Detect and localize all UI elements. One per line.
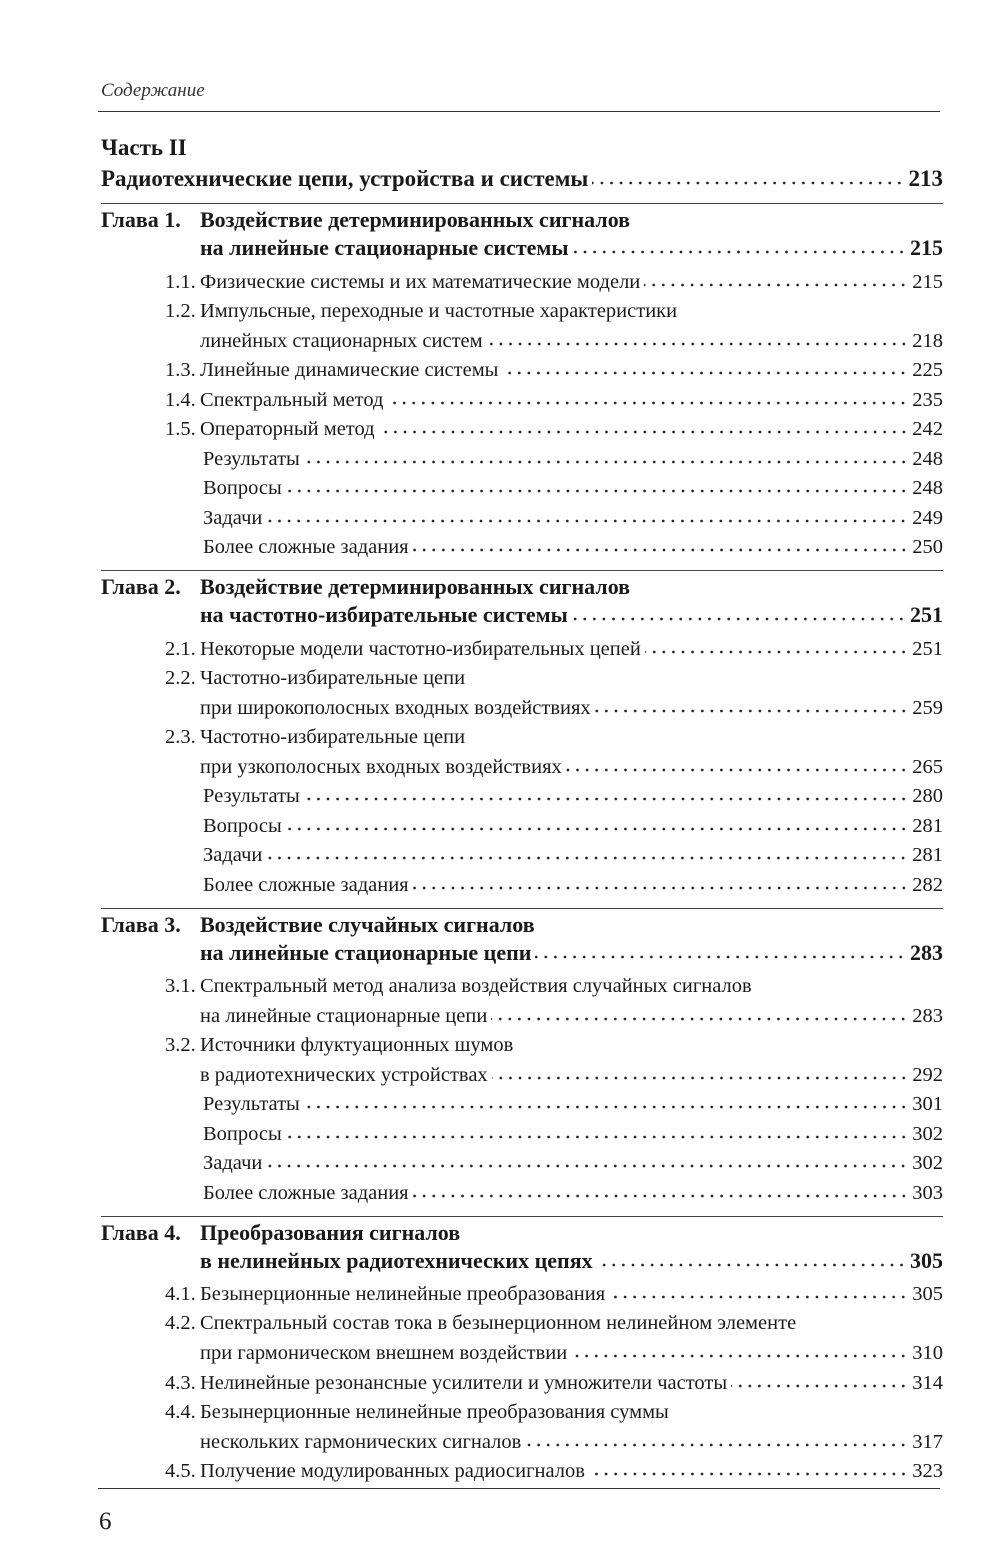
dot-leader — [487, 326, 909, 347]
section-title: Результаты — [203, 1093, 300, 1115]
part-title-entry[interactable] — [101, 163, 943, 195]
page-number: 6 — [99, 1508, 112, 1535]
section-number: 4.2. — [165, 1312, 196, 1334]
section-title: Более сложные задания — [203, 536, 409, 558]
chapter-title-line — [101, 911, 943, 938]
page-ref: 317 — [912, 1430, 943, 1453]
section-number: 1.4. — [165, 388, 196, 411]
section-line — [101, 533, 943, 563]
section-title: Спектральный метод — [200, 388, 384, 411]
dot-leader — [413, 870, 909, 891]
dot-leader — [609, 1280, 908, 1301]
chapter-appendix-entry[interactable] — [101, 1178, 943, 1208]
page-ref: 303 — [912, 1181, 943, 1204]
section-title: линейных стационарных систем — [200, 329, 483, 352]
page-ref: 251 — [910, 602, 943, 627]
section-line — [101, 1001, 943, 1031]
section-title: Вопросы — [203, 814, 282, 837]
chapter-title-line — [101, 938, 943, 965]
section-line — [101, 1309, 943, 1339]
section-entry[interactable] — [101, 1031, 943, 1090]
chapter-appendix-entry[interactable] — [101, 1149, 943, 1179]
section-line — [101, 1149, 943, 1179]
section-title: Результаты — [203, 785, 300, 807]
section-line — [101, 870, 943, 900]
section-entry[interactable] — [101, 356, 943, 386]
section-title: Вопросы — [203, 477, 282, 499]
chapter-appendix-entry[interactable] — [101, 503, 943, 533]
section-number-cell — [101, 1339, 200, 1369]
page-ref: 265 — [912, 755, 943, 778]
chapter-title: Преобразования сигналов — [200, 1219, 461, 1245]
dot-leader — [731, 1368, 908, 1389]
chapter-number: Глава 1. — [101, 207, 181, 232]
section-line — [101, 782, 943, 812]
section-title: Операторный метод — [200, 418, 375, 440]
page-ref: 305 — [912, 1283, 943, 1305]
section-line — [101, 1280, 943, 1310]
section-title: Спектральный состав тока в безынерционном нелинейном элементе — [200, 1312, 797, 1334]
page-ref: 314 — [912, 1371, 943, 1394]
section-number: 1.1. — [165, 270, 196, 293]
dot-leader — [595, 693, 909, 714]
section-number: 2.2. — [165, 666, 196, 689]
section-number: 2.1. — [165, 637, 196, 660]
section-line — [101, 385, 943, 415]
section-title: при узкополосных входных воздействиях — [200, 755, 562, 778]
dot-leader — [566, 752, 908, 773]
section-number: 2.3. — [165, 725, 196, 748]
section-title: Результаты — [203, 447, 300, 470]
page-ref: 305 — [910, 1247, 943, 1273]
section-entry[interactable] — [101, 634, 943, 664]
chapter-appendix-entry[interactable] — [101, 782, 943, 812]
chapter-title: на линейные стационарные системы — [200, 235, 569, 260]
section-number: 3.1. — [165, 974, 196, 997]
section-line — [101, 634, 943, 664]
dot-leader — [644, 267, 908, 288]
section-number-cell — [101, 327, 200, 357]
section-entry[interactable] — [101, 723, 943, 782]
section-number-cell — [101, 664, 200, 694]
section-number-cell — [101, 415, 200, 445]
page-ref: 248 — [912, 477, 943, 499]
section-number: 1.3. — [165, 359, 196, 381]
page-ref: 259 — [912, 696, 943, 719]
section-title: Более сложные задания — [203, 1181, 409, 1204]
dot-leader — [491, 1001, 908, 1022]
section-line — [101, 474, 943, 504]
page-ref: 302 — [912, 1152, 943, 1174]
chapter-entry[interactable] — [101, 908, 943, 965]
chapter-appendix-entry[interactable] — [101, 811, 943, 841]
page-ref: 281 — [912, 844, 943, 866]
section-title: Вопросы — [203, 1122, 282, 1145]
chapter-title: Воздействие случайных сигналов — [200, 911, 535, 937]
section-entry[interactable] — [101, 1280, 943, 1310]
section-entry[interactable] — [101, 664, 943, 723]
dot-leader — [266, 841, 908, 862]
page-ref: 292 — [912, 1063, 943, 1086]
section-line — [101, 752, 943, 782]
section-number: 4.3. — [165, 1371, 196, 1394]
section-title: Импульсные, переходные и частотные характеристики — [200, 299, 678, 322]
page-ref: 248 — [912, 447, 943, 470]
section-line — [101, 503, 943, 533]
chapter-entry[interactable] — [101, 570, 943, 627]
section-line — [101, 267, 943, 297]
chapter-number: Глава 3. — [101, 911, 181, 937]
page-ref: 302 — [912, 1122, 943, 1145]
section-title: Безынерционные нелинейные преобразования суммы — [200, 1400, 669, 1423]
section-number-cell — [101, 723, 200, 753]
section-line — [101, 972, 943, 1002]
dot-leader — [571, 1339, 908, 1360]
page-ref: 301 — [912, 1093, 943, 1115]
dot-leader — [573, 233, 906, 255]
section-title: Задачи — [203, 844, 263, 866]
section-line — [101, 723, 943, 753]
part-label: Часть II — [101, 135, 187, 160]
section-number-cell — [101, 1031, 200, 1061]
dot-leader — [286, 1119, 908, 1140]
chapter-appendix-entry[interactable] — [101, 474, 943, 504]
page-ref: 283 — [910, 939, 943, 965]
section-line — [101, 1119, 943, 1149]
dot-leader — [286, 474, 908, 495]
page-ref: 251 — [912, 637, 943, 660]
dot-leader — [572, 600, 906, 622]
chapter-appendix-entry[interactable] — [101, 1090, 943, 1120]
dot-leader — [413, 533, 909, 554]
page-ref: 250 — [912, 536, 943, 558]
section-entry[interactable] — [101, 1309, 943, 1368]
page-ref: 235 — [912, 388, 943, 411]
section-title: Спектральный метод анализа воздействия случайных сигналов — [200, 974, 752, 997]
chapter-title: Воздействие детерминированных сигналов — [200, 574, 631, 599]
section-title: Линейные динамические системы — [200, 359, 499, 381]
part-title: Радиотехнические цепи, устройства и системы — [101, 166, 589, 191]
page-ref: 280 — [912, 785, 943, 807]
section-line — [101, 841, 943, 871]
dot-leader — [304, 782, 908, 803]
section-line — [101, 326, 943, 356]
page-ref: 215 — [912, 270, 943, 293]
chapter-title: в нелинейных радиотехнических цепях — [200, 1247, 593, 1273]
section-line — [101, 444, 943, 474]
page-ref: 282 — [912, 873, 943, 896]
section-number-cell — [101, 1061, 200, 1091]
dot-leader — [525, 1427, 908, 1448]
section-title: Задачи — [203, 1152, 263, 1174]
section-number-cell — [101, 1457, 200, 1487]
page-ref: 213 — [908, 166, 943, 191]
footer-rule — [98, 1488, 940, 1489]
chapter-title-line — [101, 233, 943, 260]
chapter-title-line — [101, 573, 943, 600]
dot-leader — [597, 1246, 906, 1268]
section-entry[interactable] — [101, 972, 943, 1031]
chapter-appendix-entry[interactable] — [101, 841, 943, 871]
dot-leader — [266, 503, 908, 524]
chapter-number: Глава 2. — [101, 574, 181, 599]
section-line — [101, 297, 943, 327]
section-title: Физические системы и их математические модели — [200, 270, 641, 293]
section-title: нескольких гармонических сигналов — [200, 1430, 522, 1453]
section-number-cell — [101, 1398, 200, 1428]
section-title: Источники флуктуационных шумов — [200, 1033, 514, 1056]
section-line — [101, 1178, 943, 1208]
section-line — [101, 1398, 943, 1428]
section-number-cell — [101, 268, 200, 298]
dot-leader — [645, 634, 908, 655]
section-number: 4.4. — [165, 1400, 196, 1423]
section-line — [101, 664, 943, 694]
section-number-cell — [101, 1002, 200, 1032]
section-number: 1.5. — [165, 418, 196, 440]
section-title: Некоторые модели частотно-избирательных цепей — [200, 637, 641, 660]
chapter-appendix-entry[interactable] — [101, 444, 943, 474]
section-entry[interactable] — [101, 267, 943, 297]
page-ref: 225 — [912, 359, 943, 381]
dot-leader — [266, 1149, 908, 1170]
section-number-cell — [101, 1280, 200, 1310]
page-ref: 242 — [912, 418, 943, 440]
section-title: Более сложные задания — [203, 873, 409, 896]
section-entry[interactable] — [101, 1398, 943, 1457]
chapter-list — [101, 203, 943, 1486]
section-line — [101, 1339, 943, 1369]
page-ref: 281 — [912, 814, 943, 837]
chapter-title-line — [101, 1246, 943, 1273]
page-ref: 249 — [912, 506, 943, 529]
section-number-cell — [101, 972, 200, 1002]
section-entry[interactable] — [101, 1368, 943, 1398]
section-number-cell — [101, 635, 200, 665]
section-title: Безынерционные нелинейные преобразования — [200, 1283, 606, 1305]
section-number-cell — [101, 753, 200, 783]
chapter-title-line — [101, 600, 943, 627]
section-title: в радиотехнических устройствах — [200, 1063, 488, 1086]
section-line — [101, 415, 943, 445]
section-line — [101, 356, 943, 386]
header-rule — [98, 111, 940, 112]
chapter-entry[interactable] — [101, 1216, 943, 1273]
section-line — [101, 1368, 943, 1398]
section-line — [101, 1060, 943, 1090]
dot-leader — [304, 444, 908, 465]
chapter-appendix-entry[interactable] — [101, 1119, 943, 1149]
chapter-title: Воздействие детерминированных сигналов — [200, 207, 631, 232]
section-number-cell — [101, 1369, 200, 1399]
page-ref: 218 — [912, 329, 943, 352]
section-number-cell — [101, 297, 200, 327]
chapter-appendix-entry[interactable] — [101, 533, 943, 563]
section-entry[interactable] — [101, 385, 943, 415]
section-title: Нелинейные резонансные усилители и умножители частоты — [200, 1371, 728, 1394]
section-line — [101, 1031, 943, 1061]
chapter-title: на линейные стационарные цепи — [200, 939, 532, 965]
section-title: при гармоническом внешнем воздействии — [200, 1342, 568, 1364]
dot-leader — [502, 356, 908, 377]
section-number: 4.1. — [165, 1283, 196, 1305]
page-ref: 283 — [912, 1004, 943, 1027]
section-line — [101, 811, 943, 841]
chapter-appendix-entry[interactable] — [101, 870, 943, 900]
chapter-entry[interactable] — [101, 203, 943, 260]
section-number-cell — [101, 1428, 200, 1458]
section-title: Частотно-избирательные цепи — [200, 725, 466, 748]
section-title: при широкополосных входных воздействиях — [200, 696, 591, 719]
page-ref: 310 — [912, 1342, 943, 1364]
chapter-title-line — [101, 1219, 943, 1246]
section-line — [101, 1457, 943, 1487]
section-number-cell — [101, 356, 200, 386]
section-line — [101, 693, 943, 723]
page-ref: 323 — [912, 1460, 943, 1482]
section-line — [101, 1427, 943, 1457]
section-number-cell — [101, 1309, 200, 1339]
dot-leader — [492, 1060, 909, 1081]
section-line — [101, 1090, 943, 1120]
table-of-contents — [101, 133, 943, 1486]
section-number: 4.5. — [165, 1460, 196, 1482]
section-number-cell — [101, 694, 200, 724]
dot-leader — [286, 811, 908, 832]
section-title: Частотно-избирательные цепи — [200, 666, 466, 689]
dot-leader — [592, 163, 904, 186]
section-number: 1.2. — [165, 299, 196, 322]
dot-leader — [387, 385, 908, 406]
section-number: 3.2. — [165, 1033, 196, 1056]
section-number-cell — [101, 386, 200, 416]
chapter-title: на частотно-избирательные системы — [200, 602, 568, 627]
dot-leader — [589, 1457, 908, 1478]
dot-leader — [413, 1178, 909, 1199]
section-entry[interactable] — [101, 1457, 943, 1487]
section-title: на линейные стационарные цепи — [200, 1004, 488, 1027]
dot-leader — [535, 938, 906, 960]
page-ref: 215 — [910, 235, 943, 260]
section-title: Задачи — [203, 506, 263, 529]
chapter-number: Глава 4. — [101, 1219, 181, 1245]
dot-leader — [304, 1090, 908, 1111]
chapter-title-line — [101, 206, 943, 233]
section-entry[interactable] — [101, 415, 943, 445]
running-head: Содержание — [101, 80, 205, 101]
dot-leader — [379, 415, 909, 436]
section-entry[interactable] — [101, 297, 943, 356]
section-title: Получение модулированных радиосигналов — [200, 1460, 585, 1482]
